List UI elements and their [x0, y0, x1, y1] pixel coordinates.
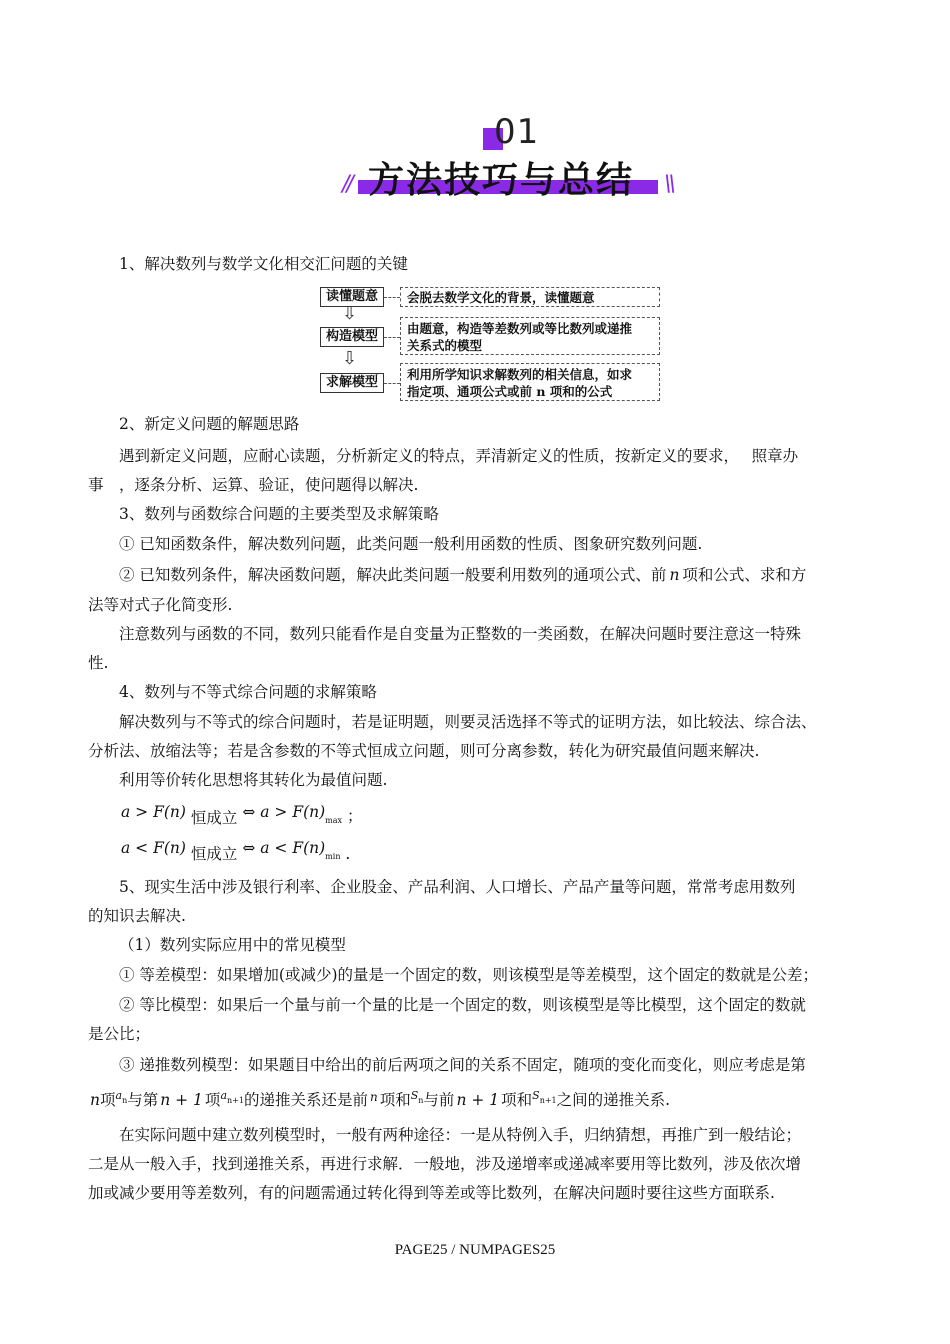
var-n-plus-1: n + 1 — [456, 1091, 500, 1109]
section-5-para-line3: 加或减少要用等差数列，有的问题需通过转化得到等差或等比数列，在解决问题时要往这些方面联系. — [88, 1184, 775, 1202]
equiv-icon: ⇔ — [242, 839, 256, 857]
var-s-sub: n — [418, 1096, 424, 1105]
flow-desc-build — [400, 317, 660, 355]
var-s-sub: n+1 — [539, 1096, 557, 1105]
model-recur-line1: ③ 递推数列模型：如果题目中给出的前后两项之间的关系不固定，随项的变化而变化，则应考虑是第 — [119, 1056, 806, 1074]
model-geom-line2: 是公比； — [88, 1025, 151, 1043]
flow-step-build: 构造模型 — [320, 327, 384, 347]
down-arrow-icon: ⇩ — [342, 348, 358, 369]
flow-desc-build-line1: 由题意，构造等差数列或等比数列或递推 — [407, 321, 633, 336]
var-a-sub: n+1 — [227, 1096, 244, 1105]
flow-desc-read: 会脱去数学文化的背景，读懂题意 — [400, 287, 660, 307]
section-2-title: 2、新定义问题的解题思路 — [119, 415, 300, 433]
section-4-equiv: 利用等价转化思想将其转化为最值问题. — [119, 771, 388, 789]
item2-text-b: 项和公式、求和方 — [682, 566, 807, 584]
section-5-para-line2: 二是从一般入手，找到递推关系，再进行求解．一般地，涉及递增率或递减率要用等比数列，涉及依次增 — [88, 1155, 802, 1173]
down-arrow-icon: ⇩ — [342, 303, 358, 324]
header-right-deco: \\ — [664, 172, 673, 197]
flow-desc-solve-line2: 指定项、通项公式或前 n 项和的公式 — [407, 384, 613, 399]
section-3-title: 3、数列与函数综合问题的主要类型及求解策略 — [119, 505, 439, 523]
flow-step-solve: 求解模型 — [320, 373, 384, 393]
flow-connector — [384, 383, 400, 384]
section-3-item1: ① 已知函数条件，解决数列问题，此类问题一般利用函数的性质、图象研究数列问题. — [119, 535, 703, 553]
model-recur-line2 — [90, 1088, 670, 1110]
header-number: 01 — [494, 112, 540, 152]
section-4-title: 4、数列与不等式综合问题的求解策略 — [119, 683, 377, 701]
flow-desc-build-line2: 关系式的模型 — [407, 338, 483, 353]
section-3-note-line1: 注意数列与函数的不同，数列只能看作是自变量为正整数的一类函数，在解决问题时要注意这一特殊 — [119, 625, 802, 643]
var-a: a — [115, 1089, 123, 1102]
var-n: n — [369, 1090, 378, 1104]
section-4-body-line1: 解决数列与不等式的综合问题时，若是证明题，则要灵活选择不等式的证明方法，如比较法、综合法、 — [119, 713, 817, 731]
section-1-title: 1、解决数列与数学文化相交汇问题的关键 — [119, 255, 408, 273]
formula-min-lhs: a < F(n) — [121, 839, 186, 857]
item2-text-a: ② 已知数列条件，解决函数问题，解决此类问题一般要利用数列的通项公式、前 — [119, 566, 667, 584]
section-2-body-line2: 事 ，逐条分析、运算、验证，使问题得以解决. — [88, 476, 419, 494]
formula-max-mid: 恒成立 — [190, 809, 238, 827]
section-5-title-line1: 5、现实生活中涉及银行利率、企业股金、产品利润、人口增长、产品产量等问题，常常考虑用数列 — [119, 878, 796, 896]
formula-max-end: ； — [346, 807, 363, 825]
var-n: n — [90, 1091, 100, 1109]
var-s: S — [532, 1089, 540, 1102]
page-footer: PAGE25 / NUMPAGES25 — [394, 1242, 556, 1258]
flow-connector — [384, 337, 400, 338]
section-3-item2-line2: 法等对式子化简变形. — [88, 596, 233, 614]
text: 项和 — [501, 1091, 533, 1109]
formula-min-sub: min — [325, 852, 341, 861]
formula-max-rhs: a > F(n) — [260, 803, 326, 821]
text: 与第 — [127, 1091, 159, 1109]
var-s: S — [410, 1089, 419, 1102]
page-title: 方法技巧与总结 — [368, 160, 635, 201]
text: 项 — [204, 1091, 221, 1109]
flow-chart — [318, 285, 663, 400]
section-5-para-line1: 在实际问题中建立数列模型时，一般有两种途径：一是从特例入手，归纳猜想，再推广到一般结论； — [119, 1126, 802, 1144]
model-geom-line1: ② 等比模型：如果后一个量与前一个量的比是一个固定的数，则该模型是等比模型，这个固定的数就 — [119, 996, 806, 1014]
section-5-sub1: （1）数列实际应用中的常见模型 — [119, 936, 346, 954]
section-2-body-line1: 遇到新定义问题，应耐心读题，分析新定义的特点，弄清新定义的性质，按新定义的要求， 照章办 — [119, 447, 799, 465]
section-5-title-line2: 的知识去解决. — [88, 907, 186, 925]
text: 项 — [99, 1091, 116, 1109]
formula-max-lhs: a > F(n) — [121, 803, 186, 821]
section-3-note-line2: 性. — [88, 654, 109, 672]
flow-step-read: 读懂题意 — [320, 287, 384, 307]
text: 之间的递推关系. — [556, 1091, 671, 1109]
text: 项和 — [379, 1091, 411, 1109]
formula-min — [121, 836, 351, 863]
formula-min-end: . — [345, 845, 351, 863]
equiv-icon: ⇔ — [242, 803, 256, 821]
formula-max-sub: max — [325, 816, 343, 825]
section-3-item2-line1 — [119, 563, 806, 585]
var-a: a — [220, 1089, 227, 1102]
section-4-body-line2: 分析法、放缩法等；若是含参数的不等式恒成立问题，则可分离参数，转化为研究最值问题来解决. — [88, 742, 760, 760]
formula-min-rhs: a < F(n) — [260, 839, 326, 857]
flow-connector — [384, 297, 400, 298]
var-a-sub: n — [122, 1096, 128, 1105]
var-n-plus-1: n + 1 — [160, 1091, 203, 1109]
header-left-deco: // — [342, 172, 351, 197]
item2-var-n: n — [669, 566, 680, 584]
formula-max — [121, 800, 363, 827]
text: 与前 — [423, 1091, 455, 1109]
flow-desc-solve-line1: 利用所学知识求解数列的相关信息，如求 — [407, 367, 633, 382]
flow-desc-solve — [400, 363, 660, 401]
formula-min-mid: 恒成立 — [190, 845, 238, 863]
text: 的递推关系还是前 — [243, 1091, 368, 1109]
model-arith: ① 等差模型：如果增加(或减少)的量是一个固定的数，则该模型是等差模型，这个固定的数就是公差； — [119, 966, 819, 984]
